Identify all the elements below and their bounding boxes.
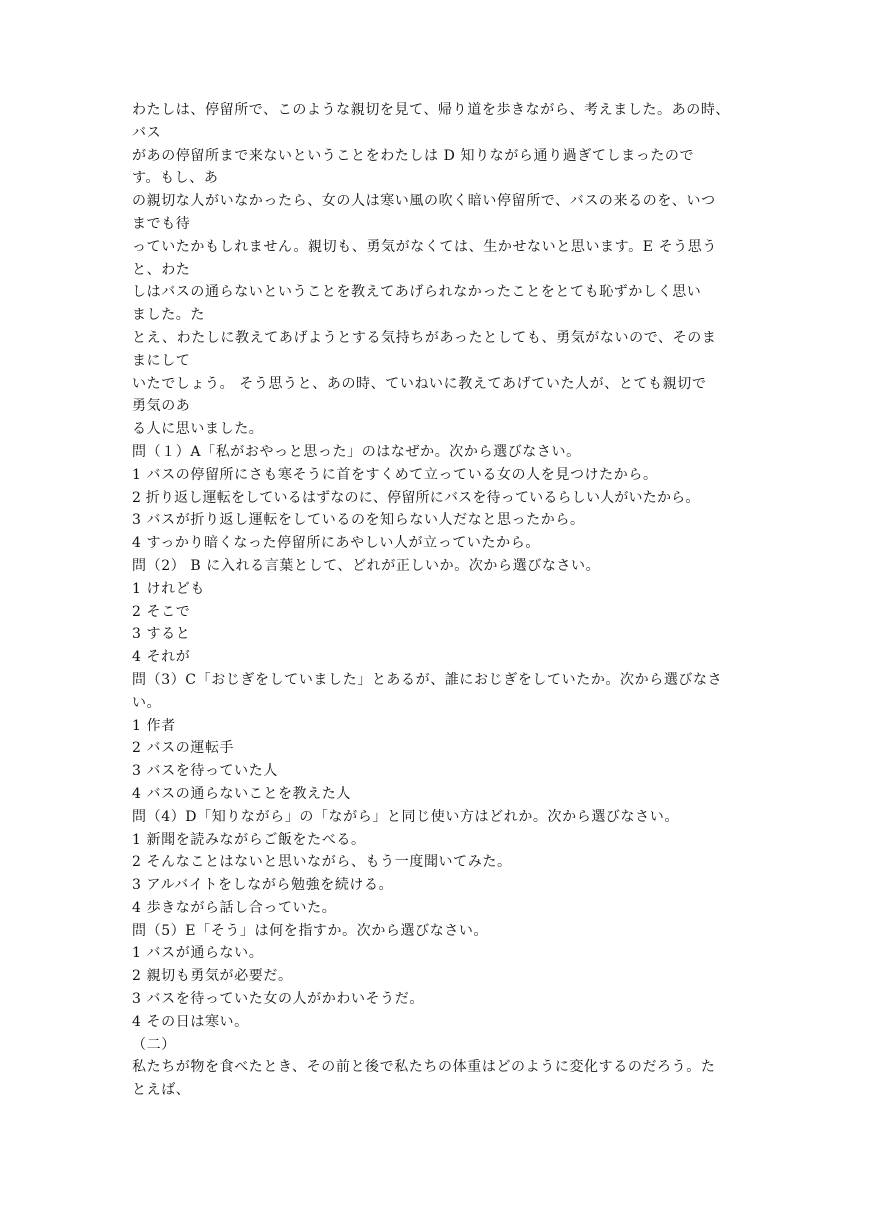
- text-line: とえば、: [132, 1082, 191, 1099]
- document-body: [132, 99, 742, 1102]
- answer-option: 3 バスが折り返し運転をしているのを知らない人だなと思ったから。: [132, 512, 585, 529]
- text-line: ました。た: [132, 307, 205, 324]
- answer-option: 3 すると: [132, 626, 191, 643]
- answer-option: 1 新聞を読みながらご飯をたべる。: [132, 831, 366, 848]
- text-line: いたでしょう。 そう思うと、あの時、ていねいに教えてあげていた人が、とても親切で: [132, 375, 707, 392]
- question-heading: 問（5）E「そう」は何を指すか。次から選びなさい。: [132, 922, 489, 939]
- answer-option: 1 バスの停留所にさも寒そうに首をすくめて立っている女の人を見つけたから。: [132, 466, 658, 483]
- text-line: があの停留所まで来ないということをわたしは D 知りながら通り過ぎてしまったので: [132, 147, 695, 164]
- text-line: の親切な人がいなかったら、女の人は寒い風の吹く暗い停留所で、バスの来るのを、いつ: [132, 193, 716, 210]
- answer-option: 2 折り返し運転をしているはずなのに、停留所にバスを待っているらしい人がいたから。: [132, 489, 700, 506]
- text-line: しはバスの通らないということを教えてあげられなかったことをとても恥ずかしく思い: [132, 284, 702, 301]
- text-line: る人に思いました。: [132, 421, 264, 438]
- answer-option: 2 親切も勇気が必要だ。: [132, 968, 293, 985]
- answer-option: 1 けれども: [132, 580, 205, 597]
- text-line: 私たちが物を食べたとき、その前と後で私たちの体重はどのように変化するのだろう。た: [132, 1059, 716, 1076]
- question-heading: 問（4）D「知りながら」の「ながら」と同じ使い方はどれか。次から選びなさい。: [132, 808, 679, 825]
- text-line: までも待: [132, 215, 191, 232]
- answer-option: 1 バスが通らない。: [132, 945, 264, 962]
- question-heading: 問（１）A「私がおやっと思った」のはなぜか。次から選びなさい。: [132, 443, 581, 460]
- answer-option: 4 バスの通らないことを教えた人: [132, 785, 351, 802]
- text-line: 勇気のあ: [132, 398, 191, 415]
- text-line: バス: [132, 124, 162, 141]
- section-heading: （二）: [132, 1036, 176, 1053]
- answer-option: 1 作者: [132, 717, 176, 734]
- answer-option: 2 バスの運転手: [132, 740, 235, 757]
- answer-option: 4 歩きながら話し合っていた。: [132, 899, 337, 916]
- text-line: とえ、わたしに教えてあげようとする気持ちがあったとしても、勇気がないので、そのま: [132, 329, 717, 346]
- answer-option: 3 バスを待っていた人: [132, 763, 278, 780]
- text-line: と、わた: [132, 261, 191, 278]
- question-heading: い。: [132, 694, 162, 711]
- text-line: まにして: [132, 352, 191, 369]
- question-heading: 問（2） B に入れる言葉として、どれが正しいか。次から選びなさい。: [132, 557, 601, 574]
- answer-option: 4 すっかり暗くなった停留所にあやしい人が立っていたから。: [132, 535, 540, 552]
- answer-option: 2 そんなことはないと思いながら、もう一度聞いてみた。: [132, 854, 512, 871]
- text-line: っていたかもしれません。親切も、勇気がなくては、生かせないと思います。E そう思う: [132, 238, 717, 255]
- answer-option: 3 アルバイトをしながら勉強を続ける。: [132, 877, 394, 894]
- text-line: す。もし、あ: [132, 170, 219, 187]
- text-line: わたしは、停留所で、このような親切を見て、帰り道を歩きながら、考えました。あの時、: [132, 102, 731, 118]
- answer-option: 4 その日は寒い。: [132, 1013, 249, 1030]
- question-heading: 問（3）C「おじぎをしていました」とあるが、誰におじぎをしていたか。次から選びなさ: [132, 671, 723, 688]
- answer-option: 4 それが: [132, 649, 191, 666]
- answer-option: 2 そこで: [132, 603, 191, 620]
- answer-option: 3 バスを待っていた女の人がかわいそうだ。: [132, 991, 424, 1008]
